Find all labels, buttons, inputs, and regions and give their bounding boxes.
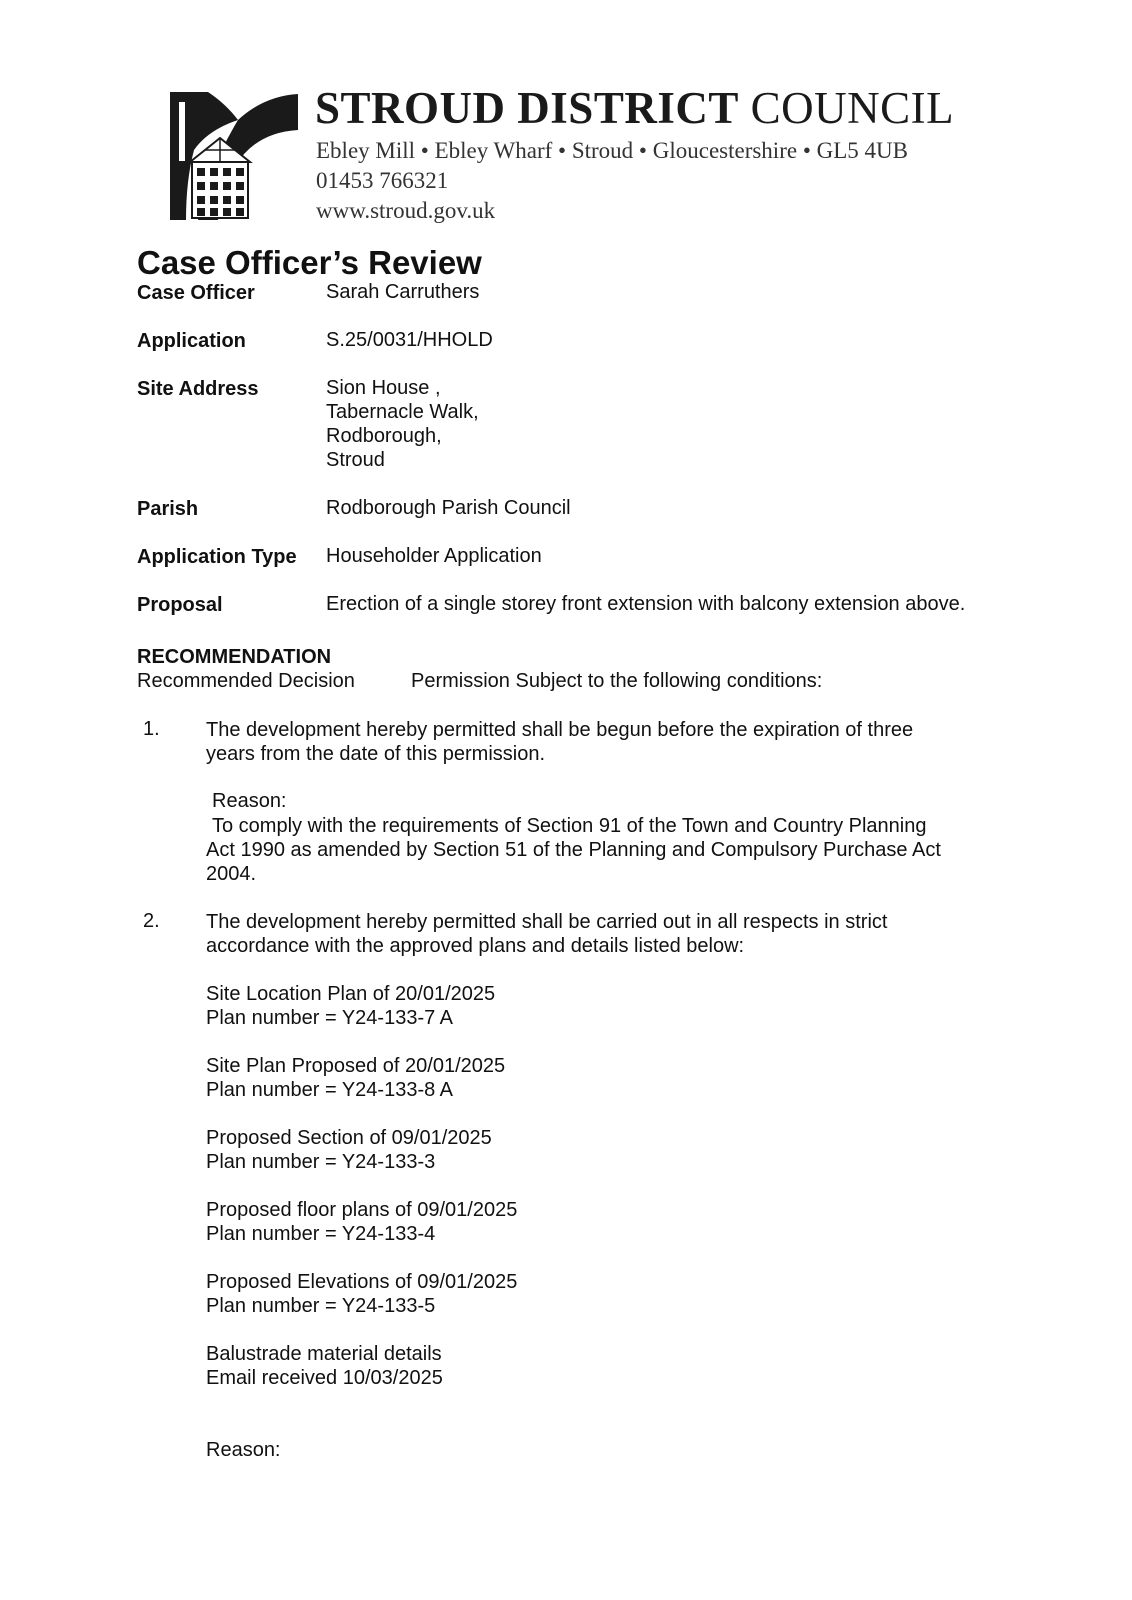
parish-label: Parish <box>137 498 199 520</box>
condition-number: 2. <box>143 910 160 932</box>
plan-item <box>206 982 495 1030</box>
plan-title: Site Location Plan of 20/01/2025 <box>206 983 496 1005</box>
reason-label: Reason: <box>212 790 287 812</box>
plan-number: Plan number = Y24-133-5 <box>206 1295 436 1317</box>
reason-text-line: Act 1990 as amended by Section 51 of the Planning and Compulsory Purchase Act <box>206 839 941 861</box>
site-address-line: Stroud <box>326 449 385 471</box>
plan-item <box>206 1198 517 1246</box>
plan-number: Plan number = Y24-133-7 A <box>206 1007 454 1029</box>
plan-item <box>206 1270 517 1318</box>
recommendation-heading: RECOMMENDATION <box>137 646 332 668</box>
plan-title: Proposed Elevations of 09/01/2025 <box>206 1271 518 1293</box>
parish-value: Rodborough Parish Council <box>326 497 571 519</box>
plan-title: Proposed floor plans of 09/01/2025 <box>206 1199 518 1221</box>
proposal-label: Proposal <box>137 594 223 616</box>
condition-text-line: accordance with the approved plans and details listed below: <box>206 935 745 957</box>
site-address-line: Tabernacle Walk, <box>326 401 479 423</box>
case-officer-label: Case Officer <box>137 282 255 304</box>
council-name-light: COUNCIL <box>750 83 955 133</box>
council-address: Ebley Mill • Ebley Wharf • Stroud • Gloucestershire • GL5 4UB <box>316 138 908 163</box>
proposal-value: Erection of a single storey front extension with balcony extension above. <box>326 593 966 615</box>
site-address-label: Site Address <box>137 378 259 400</box>
plan-number: Email received 10/03/2025 <box>206 1367 443 1389</box>
application-label: Application <box>137 330 246 352</box>
plan-title: Balustrade material details <box>206 1343 442 1365</box>
reason-text-line: To comply with the requirements of Section 91 of the Town and Country Planning <box>212 815 927 837</box>
condition-text <box>206 910 1006 958</box>
council-name <box>315 82 954 134</box>
council-website: www.stroud.gov.uk <box>316 198 496 223</box>
site-address-value <box>326 376 479 472</box>
condition-text-line: The development hereby permitted shall be begun before the expiration of three <box>206 719 914 741</box>
plan-item <box>206 1054 505 1102</box>
condition-text-line: years from the date of this permission. <box>206 743 546 765</box>
plan-number: Plan number = Y24-133-3 <box>206 1151 436 1173</box>
plan-title: Site Plan Proposed of 20/01/2025 <box>206 1055 506 1077</box>
case-officer-value: Sarah Carruthers <box>326 281 480 303</box>
application-type-value: Householder Application <box>326 545 542 567</box>
council-name-bold: STROUD DISTRICT <box>315 83 739 133</box>
application-value: S.25/0031/HHOLD <box>326 329 493 351</box>
council-logo-icon <box>168 90 300 222</box>
recommended-decision-label: Recommended Decision <box>137 670 355 692</box>
reason-label: Reason: <box>206 1439 281 1461</box>
plan-item <box>206 1342 443 1390</box>
council-phone: 01453 766321 <box>316 168 449 193</box>
condition-number: 1. <box>143 718 160 740</box>
site-address-line: Sion House , <box>326 377 441 399</box>
page-title: Case Officer’s Review <box>137 244 482 281</box>
plan-title: Proposed Section of 09/01/2025 <box>206 1127 492 1149</box>
condition-text <box>206 718 1006 766</box>
recommended-decision-value: Permission Subject to the following conditions: <box>411 670 823 692</box>
reason-text-line: 2004. <box>206 863 257 885</box>
plan-number: Plan number = Y24-133-8 A <box>206 1079 454 1101</box>
plan-number: Plan number = Y24-133-4 <box>206 1223 436 1245</box>
plan-item <box>206 1126 492 1174</box>
reason-text <box>206 814 1006 886</box>
site-address-line: Rodborough, <box>326 425 442 447</box>
application-type-label: Application Type <box>137 546 297 568</box>
condition-text-line: The development hereby permitted shall be carried out in all respects in strict <box>206 911 888 933</box>
